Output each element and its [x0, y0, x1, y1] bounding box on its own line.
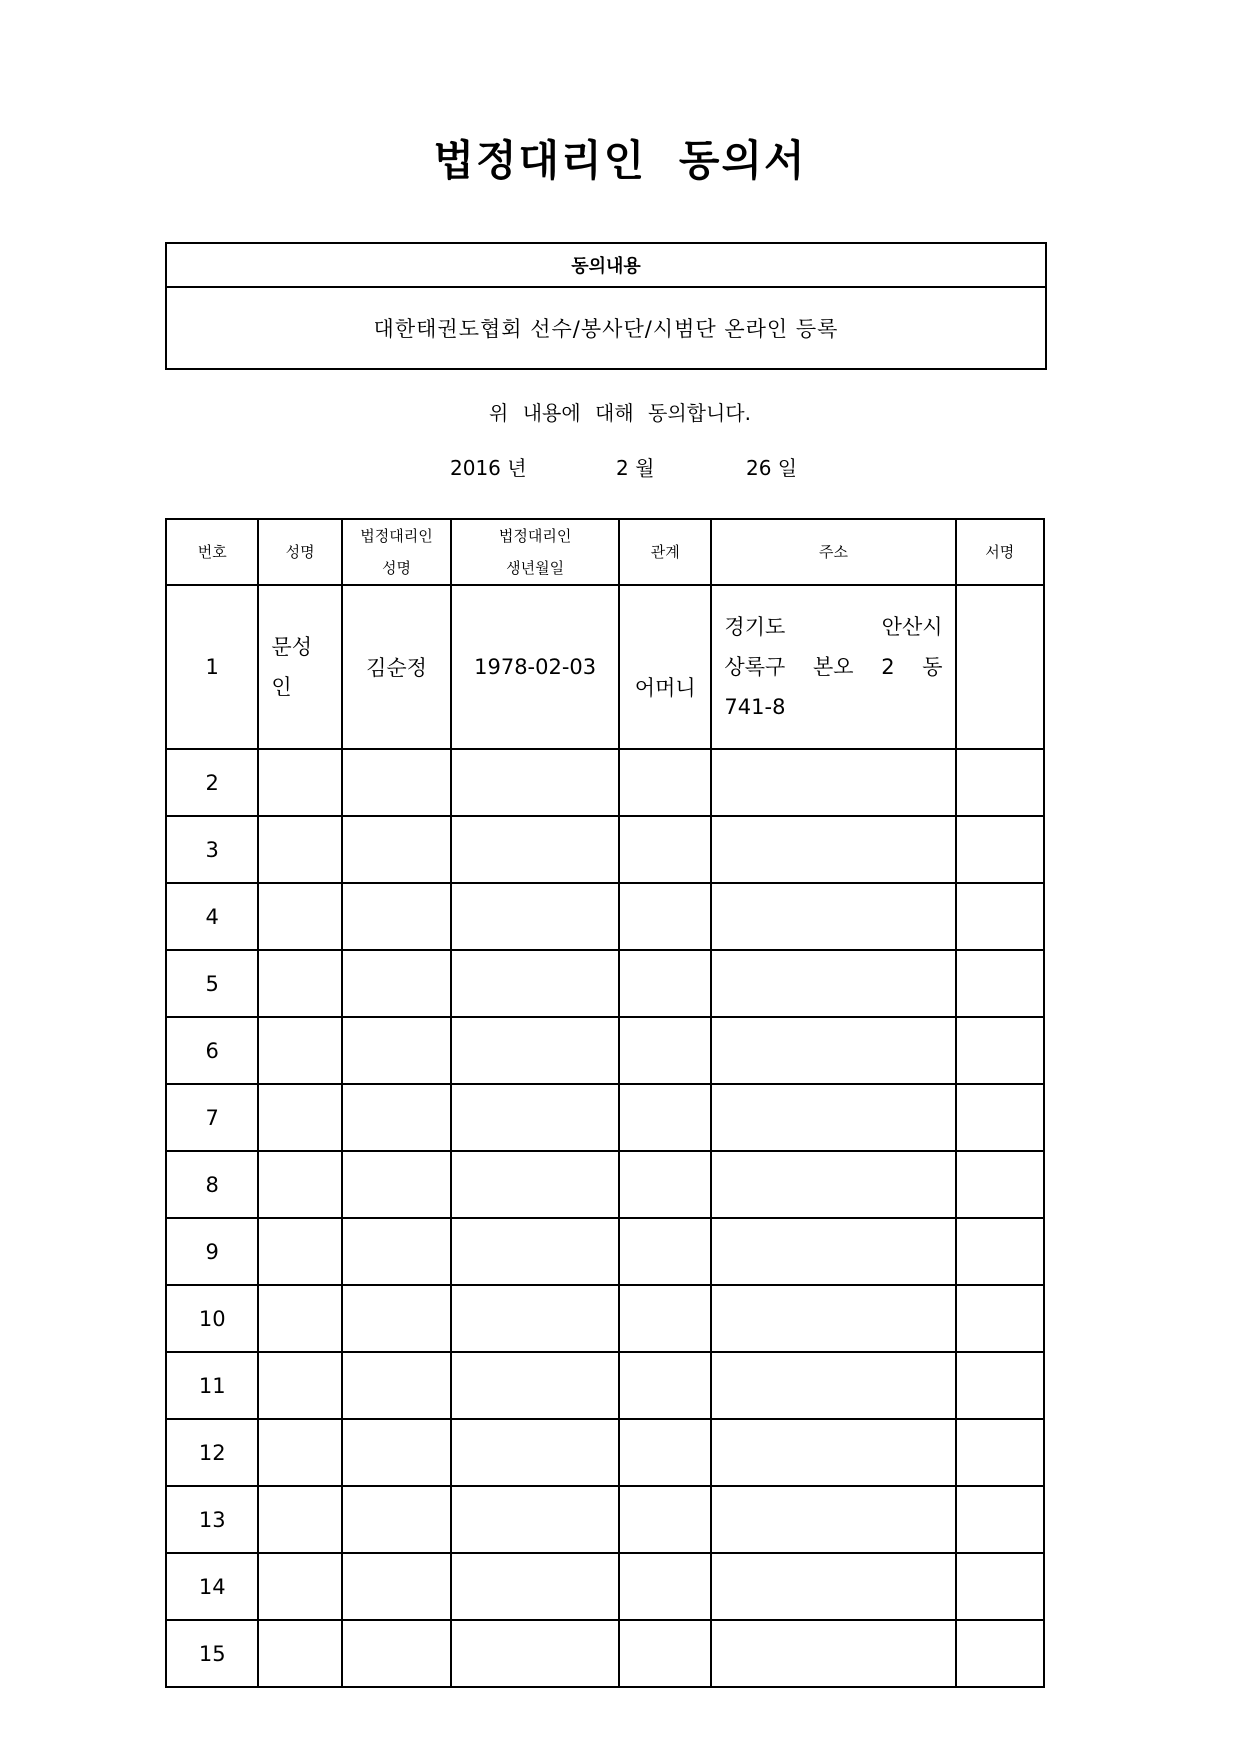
cell-no: 7: [166, 1084, 258, 1151]
cell-no: 11: [166, 1352, 258, 1419]
header-signature: 서명: [956, 519, 1044, 585]
date-year: 2016 년: [450, 456, 527, 480]
consent-header: 동의내용: [166, 243, 1046, 287]
cell-no: 14: [166, 1553, 258, 1620]
table-row: [166, 1352, 1044, 1419]
agreement-statement: 위 내용에 대해 동의합니다.: [489, 401, 751, 425]
table-row: [166, 749, 1044, 816]
cell-no: 12: [166, 1419, 258, 1486]
cell-no: 13: [166, 1486, 258, 1553]
cell-no: 15: [166, 1620, 258, 1687]
cell-no: 5: [166, 950, 258, 1017]
cell-relation: 어머니: [619, 585, 711, 749]
header-guardian-dob: 법정대리인 생년월일: [451, 519, 619, 585]
cell-no: 6: [166, 1017, 258, 1084]
table-row: [166, 1419, 1044, 1486]
table-row: [166, 816, 1044, 883]
header-name: 성명: [258, 519, 341, 585]
table-row: [166, 883, 1044, 950]
header-guardian-name: 법정대리인 성명: [342, 519, 451, 585]
table-row: [166, 1151, 1044, 1218]
cell-no: 2: [166, 749, 258, 816]
date-day: 26 일: [746, 456, 798, 480]
table-row: [166, 1017, 1044, 1084]
cell-no: 1: [166, 585, 258, 749]
consent-box: [165, 242, 1047, 370]
cell-no: 3: [166, 816, 258, 883]
header-address: 주소: [711, 519, 955, 585]
cell-guardian-dob: 1978-02-03: [451, 585, 619, 749]
table-row: [166, 1620, 1044, 1687]
guardian-table: [165, 518, 1045, 1688]
cell-guardian-name: 김순정: [342, 585, 451, 749]
cell-no: 10: [166, 1285, 258, 1352]
table-row: [166, 1486, 1044, 1553]
document-title: 법정대리인 동의서: [433, 136, 807, 185]
table-row: [166, 1218, 1044, 1285]
header-relation: 관계: [619, 519, 711, 585]
cell-no: 8: [166, 1151, 258, 1218]
consent-content: 대한태권도협회 선수/봉사단/시범단 온라인 등록: [166, 287, 1046, 369]
table-row: [166, 585, 1044, 749]
date-month: 2 월: [616, 456, 655, 480]
cell-signature: [956, 585, 1044, 749]
table-row: [166, 1084, 1044, 1151]
cell-no: 9: [166, 1218, 258, 1285]
table-row: [166, 950, 1044, 1017]
header-no: 번호: [166, 519, 258, 585]
cell-no: 4: [166, 883, 258, 950]
table-header-row: [166, 519, 1044, 585]
cell-address: 경기도 안산시 상록구 본오 2 동 741-8: [711, 585, 955, 749]
table-row: [166, 1553, 1044, 1620]
table-row: [166, 1285, 1044, 1352]
cell-name: 문성 인: [258, 585, 341, 749]
